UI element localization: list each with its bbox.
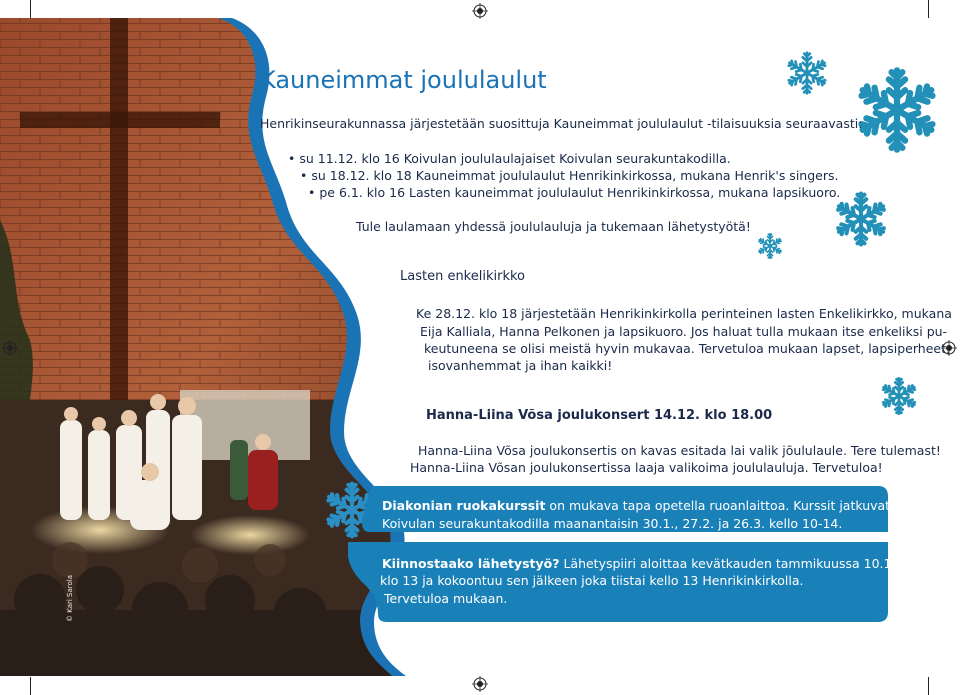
children-church-line: keutuneena se olisi meistä hyvin mukavaa. Tervetuloa mukaan lapset, lapsiperheet, [424,341,950,356]
event-item: • su 11.12. klo 16 Koivulan joululaulajaiset Koivulan seurakuntakodilla. [288,151,731,166]
snowflake-icon [832,190,890,248]
diakonia-line [382,498,890,513]
concert-line: Hanna-Liina Võsan joulukonsertissa laaja valikoima joululauluja. Tervetuloa! [410,460,883,475]
invite-text: Tule laulamaan yhdessä joululauluja ja tukemaan lähetystyötä! [356,219,751,234]
registration-mark-icon [472,676,488,692]
mission-line: klo 13 ja kokoontuu sen jälkeen joka tiistai kello 13 Henrikinkirkolla. [380,573,804,588]
children-church-line: Ke 28.12. klo 18 järjestetään Henrikinkirkolla perinteinen lasten Enkelikirkko, mukana [416,306,952,321]
crop-mark [928,677,929,695]
mission-line [382,556,895,571]
diakonia-title: Diakonian ruokakurssit [382,498,546,513]
snowflake-icon [784,50,830,96]
snowflake-icon [879,376,919,416]
page-title: Kauneimmat joululaulut [260,66,547,94]
concert-heading: Hanna-Liina Võsa joulukonsert 14.12. klo 18.00 [426,408,773,423]
mission-line: Tervetuloa mukaan. [384,591,508,606]
registration-mark-icon [472,3,488,19]
intro-text: Henrikinseurakunnassa järjestetään suosittuja Kauneimmat joululaulut -tilaisuuksia seuraavasti: [260,116,863,131]
children-church-line: Eija Kalliala, Hanna Pelkonen ja lapsikuoro. Jos haluat tulla mukaan itse enkeliksi pu- [420,324,948,339]
children-church-heading: Lasten enkelikirkko [400,269,526,284]
children-church-line: isovanhemmat ja ihan kaikki! [428,358,613,373]
event-item: • pe 6.1. klo 16 Lasten kauneimmat joululaulut Henrikinkirkossa, mukana lapsikuoro. [308,185,840,200]
mission-text: Lähetyspiiri aloittaa kevätkauden tammikuussa 10.1. [559,556,896,571]
diakonia-line: Koivulan seurakuntakodilla maanantaisin 30.1., 27.2. ja 26.3. kello 10-14. [382,516,843,531]
registration-mark-icon [2,340,18,356]
diakonia-text: on mukava tapa opetella ruoanlaittoa. Kurssit jatkuvat [545,498,891,513]
mission-title: Kiinnostaako lähetystyö? [382,556,560,571]
crop-mark [30,0,31,18]
crop-mark [30,677,31,695]
crop-mark [928,0,929,18]
snowflake-icon [852,55,942,165]
event-item: • su 18.12. klo 18 Kauneimmat joululaulut Henrikinkirkossa, mukana Henrik's singers. [300,168,838,183]
concert-line: Hanna-Liina Võsa joulukonsertis on kavas esitada lai valik jõululaule. Tere tulemast! [418,443,941,458]
snowflake-icon [756,232,784,260]
photo-credit: © Kari Sarola [66,574,74,622]
